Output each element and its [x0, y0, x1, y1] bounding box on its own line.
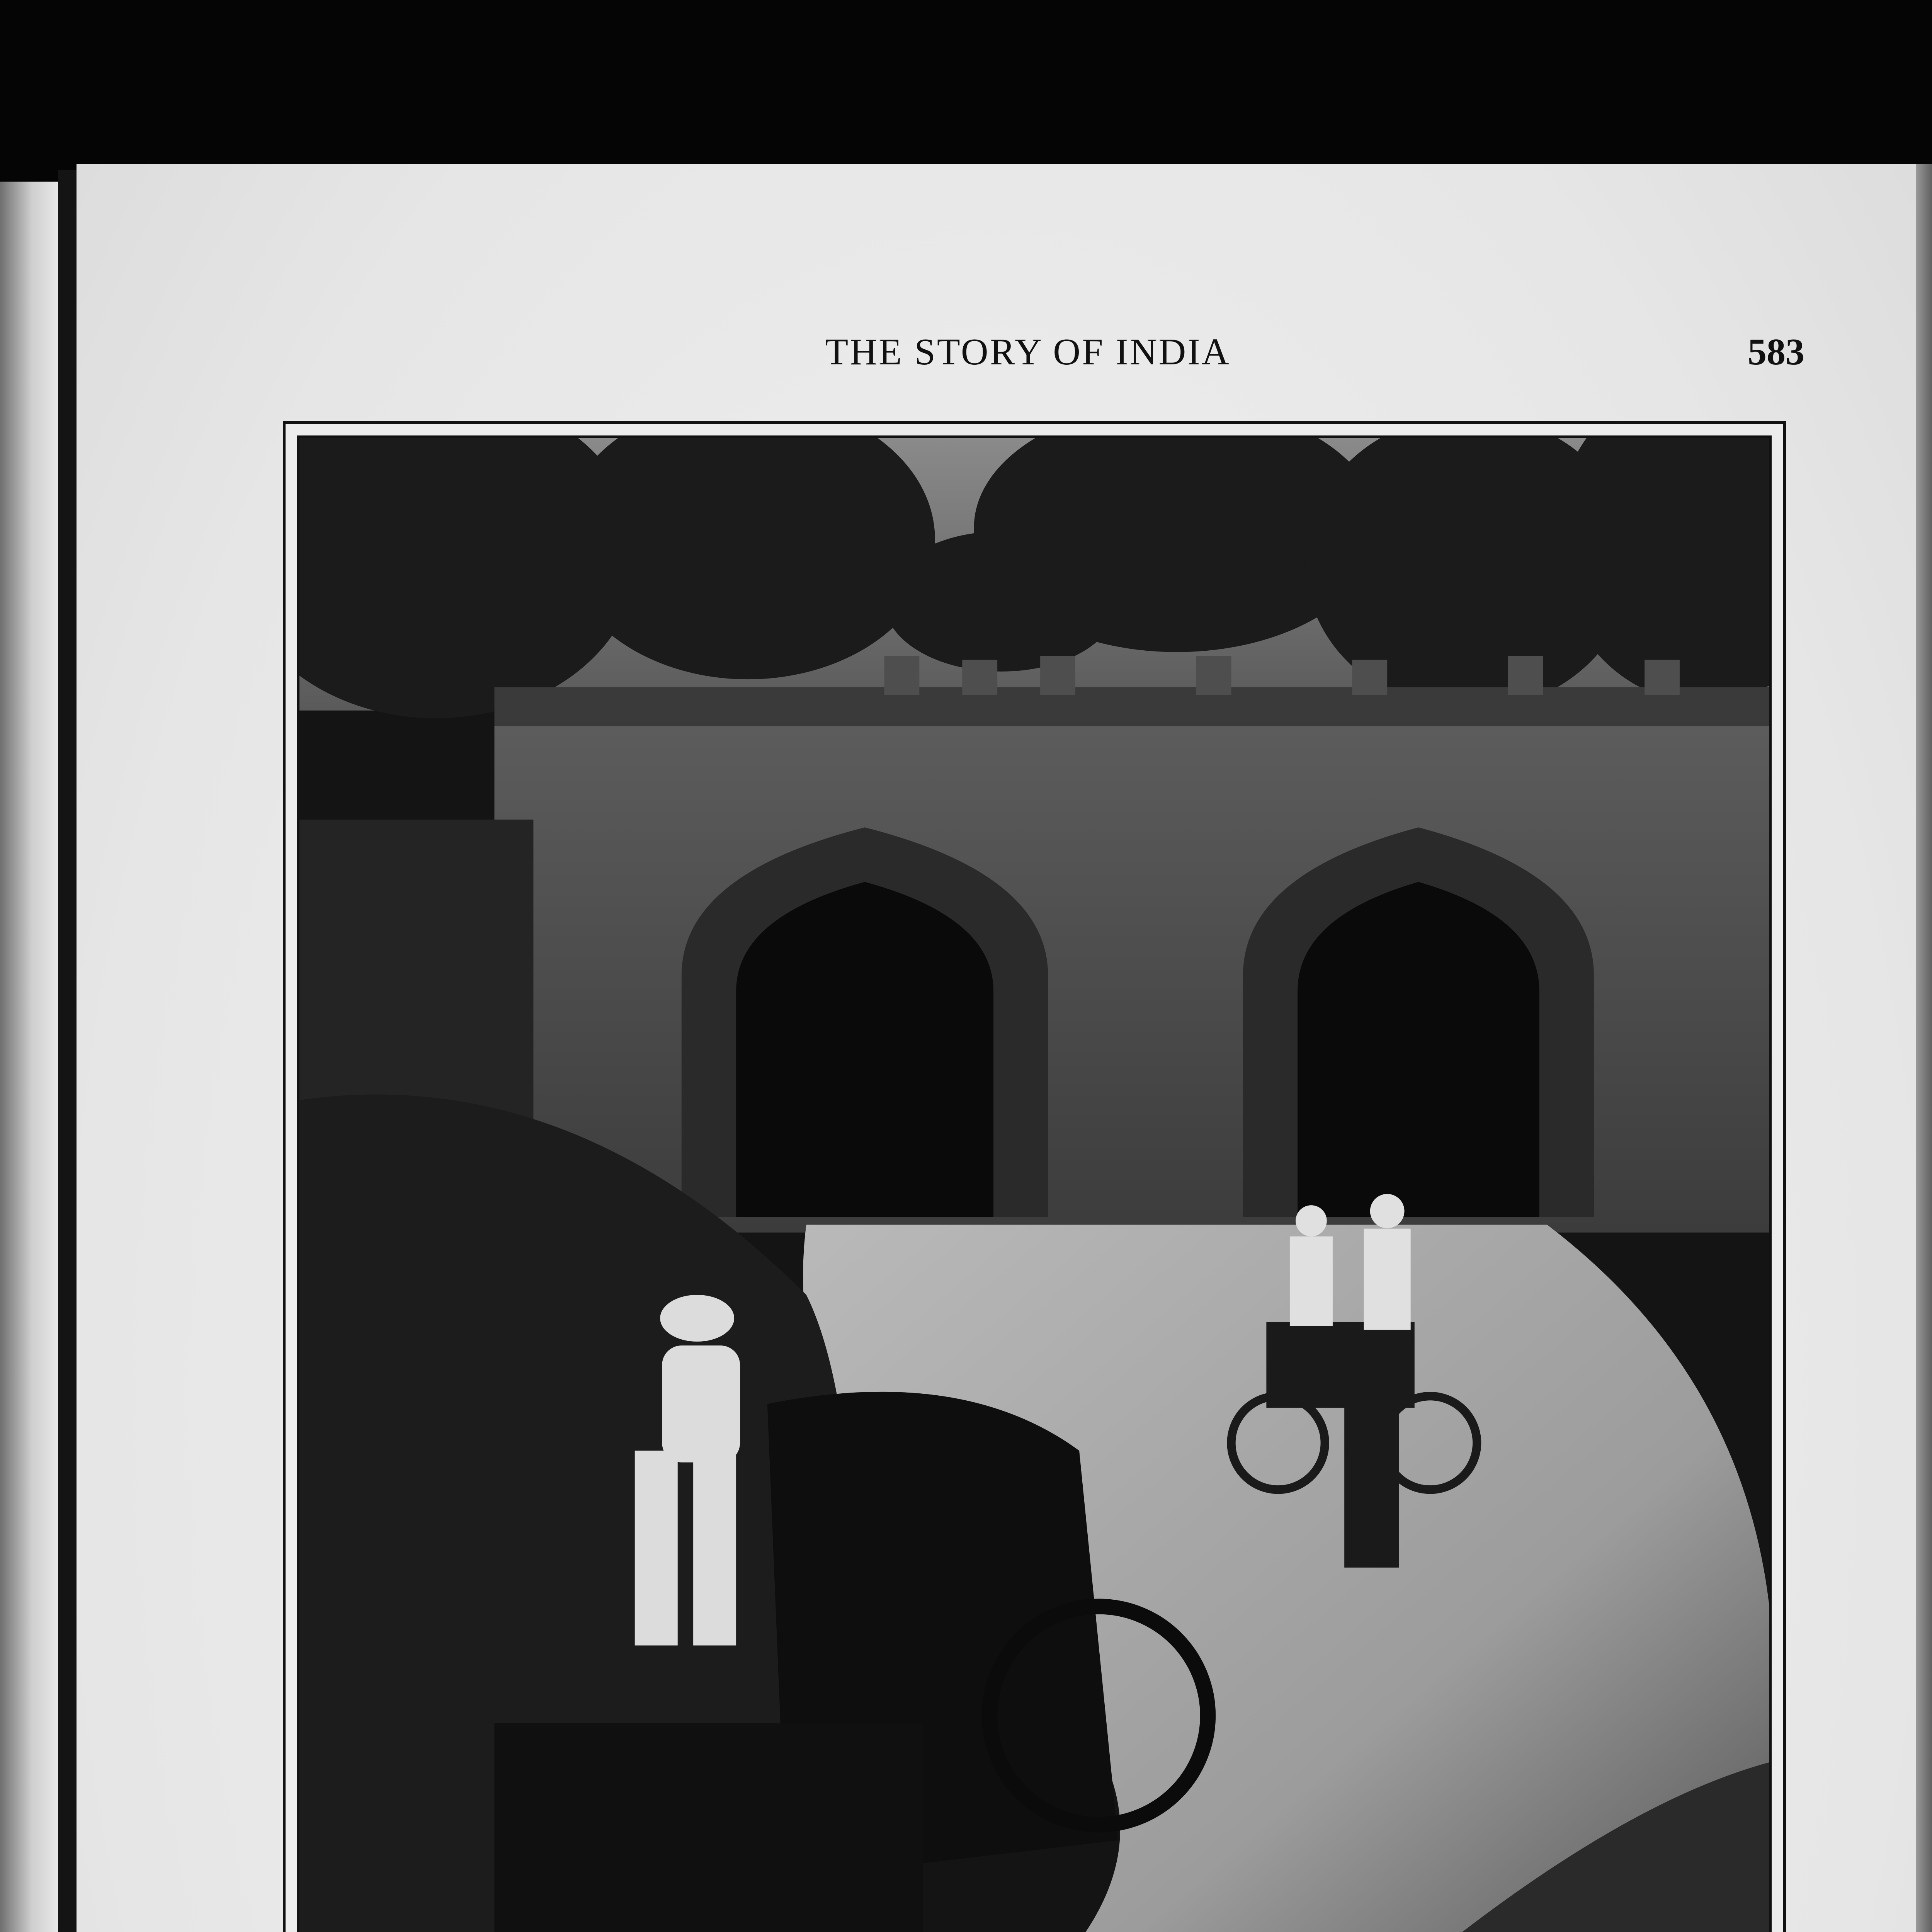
book-gutter — [58, 170, 77, 1932]
photo-frame — [283, 421, 1786, 1932]
facing-page-edge — [0, 182, 58, 1932]
page-number: 583 — [1748, 331, 1804, 373]
running-title: THE STORY OF INDIA — [825, 331, 1231, 373]
kashmir-gate-photograph — [297, 435, 1772, 1932]
page-edge-shadow — [1916, 164, 1932, 1932]
photo-illustration — [299, 438, 1769, 1932]
